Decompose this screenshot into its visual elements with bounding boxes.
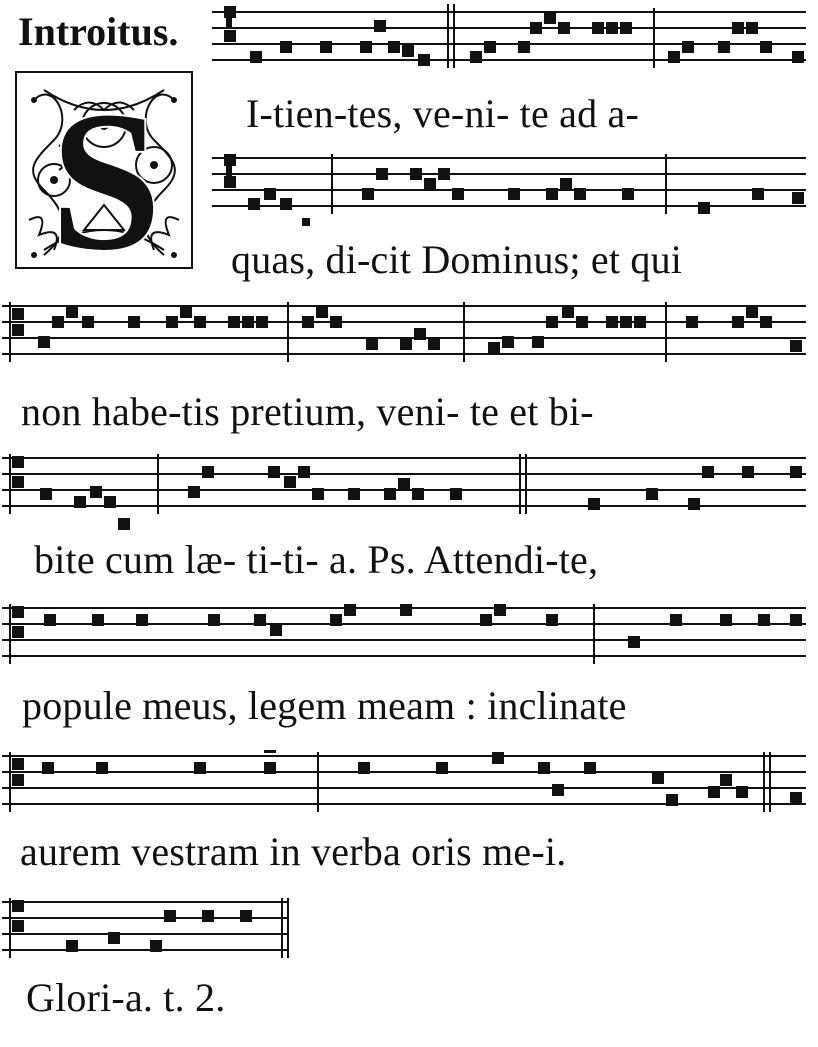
ornate-initial-icon	[14, 70, 194, 270]
lyric-line-3: non habe-tis pretium, veni- te et bi-	[21, 389, 594, 434]
lyric-line-4: bite cum læ- ti-ti- a. Ps. Attendi-te,	[34, 537, 599, 582]
section-title: Introitus.	[18, 9, 179, 54]
lyric-line-6: aurem vestram in verba oris me-i.	[20, 829, 567, 874]
staff-1	[212, 4, 806, 74]
lyric-line-7: Glori-a. t. 2.	[26, 975, 226, 1020]
staff-5	[2, 600, 806, 670]
staff-4	[2, 450, 806, 540]
staff-3	[2, 298, 806, 368]
lyric-line-2: quas, di-cit Dominus; et qui	[231, 237, 683, 282]
staff-6	[2, 748, 806, 818]
lyric-line-1: I-tien-tes, ve-ni- te ad a-	[246, 91, 639, 136]
staff-2	[212, 150, 806, 230]
lyric-line-5: popule meus, legem meam : inclinate	[22, 683, 627, 728]
svg-text:S: S	[50, 71, 162, 270]
staff-7	[2, 894, 298, 964]
